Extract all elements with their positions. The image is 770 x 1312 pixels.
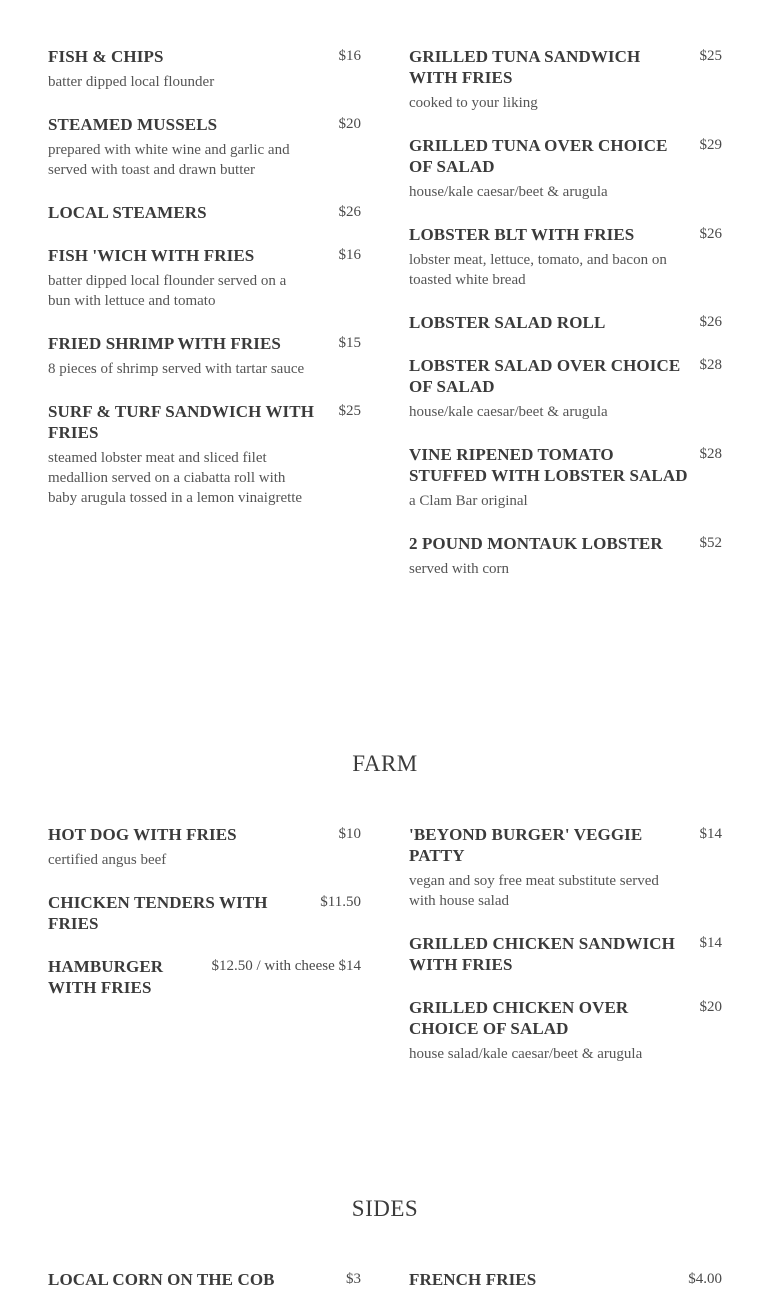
sea-left-column (48, 46, 361, 530)
menu-item (48, 892, 361, 934)
menu-item-header (409, 933, 722, 975)
menu-item-price: $25 (699, 48, 722, 64)
menu-item-header (409, 533, 722, 554)
menu-item-description: house salad/kale caesar/beet & arugula (409, 1046, 643, 1062)
menu-item-name: FISH 'WICH WITH FRIES (48, 246, 255, 265)
menu-item-description: served with corn (409, 561, 509, 577)
menu-item-price: $20 (338, 116, 361, 132)
menu-item-name: LOCAL CORN ON THE COB (48, 1270, 275, 1289)
menu-item-price: $11.50 (320, 894, 361, 910)
menu-item-price: $14 (699, 935, 722, 951)
farm-right-column (409, 824, 722, 1086)
menu-item-price: $16 (338, 48, 361, 64)
menu-item-price: $28 (699, 357, 722, 373)
menu-item-name: 'BEYOND BURGER' VEGGIE PATTY (409, 825, 643, 865)
menu-item (48, 401, 361, 508)
menu-item-description: house/kale caesar/beet & arugula (409, 404, 608, 420)
menu-item-header (409, 355, 722, 397)
menu-item (409, 312, 722, 333)
farm-left-column (48, 824, 361, 1020)
menu-item-header (409, 46, 722, 88)
menu-item-name: GRILLED CHICKEN SANDWICH WITH FRIES (409, 934, 675, 974)
menu-item-header (48, 1269, 361, 1290)
menu-item (48, 333, 361, 379)
menu-item (48, 114, 361, 180)
sea-right-column (409, 46, 722, 601)
menu-item-name: GRILLED TUNA SANDWICH WITH FRIES (409, 47, 641, 87)
menu-item-price: $29 (699, 137, 722, 153)
menu-item-name: LOBSTER BLT WITH FRIES (409, 225, 635, 244)
menu-item (409, 355, 722, 422)
menu-item-name: LOBSTER SALAD ROLL (409, 313, 606, 332)
menu-item (48, 245, 361, 311)
menu-item-price: $14 (699, 826, 722, 842)
menu-item-header (48, 956, 361, 998)
menu-item-header (48, 824, 361, 845)
menu-item (409, 1269, 722, 1290)
sides-section-title: SIDES (351, 1196, 419, 1221)
menu-item-header (48, 46, 361, 67)
menu-item-name: HAMBURGER WITH FRIES (48, 957, 164, 997)
menu-item-header (48, 202, 361, 223)
menu-item-header (409, 824, 722, 866)
menu-item-price: $25 (338, 403, 361, 419)
menu-item-price: $12.50 / with cheese $14 (211, 958, 361, 974)
menu-item-header (48, 114, 361, 135)
menu-item-price: $10 (338, 826, 361, 842)
menu-item-description: a Clam Bar original (409, 493, 528, 509)
menu-item (409, 135, 722, 202)
menu-item-name: FISH & CHIPS (48, 47, 164, 66)
menu-item-description: batter dipped local flounder served on a bun with lettuce and tomato (48, 273, 287, 309)
menu-item-price: $26 (699, 226, 722, 242)
menu-item-header (409, 444, 722, 486)
menu-item-description: cooked to your liking (409, 95, 538, 111)
menu-item-price: $4.00 (688, 1271, 722, 1287)
menu-item (48, 202, 361, 223)
menu-item-header (409, 135, 722, 177)
menu-item-header (48, 401, 361, 443)
menu-item-description: vegan and soy free meat substitute served with house salad (409, 873, 659, 909)
menu-item-name: FRIED SHRIMP WITH FRIES (48, 334, 281, 353)
menu-item (409, 224, 722, 290)
menu-item-name: VINE RIPENED TOMATO STUFFED WITH LOBSTER SALAD (409, 445, 688, 485)
menu-item-description: prepared with white wine and garlic and served with toast and drawn butter (48, 142, 290, 178)
menu-item-price: $26 (699, 314, 722, 330)
menu-item-price: $20 (699, 999, 722, 1015)
sides-right-column (409, 1269, 722, 1312)
menu-item-description: house/kale caesar/beet & arugula (409, 184, 608, 200)
menu-item-name: LOBSTER SALAD OVER CHOICE OF SALAD (409, 356, 681, 396)
menu-item-price: $26 (338, 204, 361, 220)
menu-item-description: 8 pieces of shrimp served with tartar sauce (48, 361, 305, 377)
menu-item-price: $15 (338, 335, 361, 351)
menu-item-name: GRILLED TUNA OVER CHOICE OF SALAD (409, 136, 668, 176)
menu-item-name: STEAMED MUSSELS (48, 115, 218, 134)
menu-item (409, 533, 722, 579)
menu-item-name: GRILLED CHICKEN OVER CHOICE OF SALAD (409, 998, 629, 1038)
menu-item-description: certified angus beef (48, 852, 167, 868)
menu-item-header (48, 245, 361, 266)
menu-item-price: $16 (338, 247, 361, 263)
menu-item-name: 2 POUND MONTAUK LOBSTER (409, 534, 663, 553)
menu-item-header (409, 997, 722, 1039)
menu-item-name: HOT DOG WITH FRIES (48, 825, 237, 844)
menu-item-description: lobster meat, lettuce, tomato, and bacon on toasted white bread (409, 252, 667, 288)
farm-section-title: FARM (352, 751, 418, 776)
menu-item-header (48, 333, 361, 354)
menu-item (409, 933, 722, 975)
menu-item-price: $52 (699, 535, 722, 551)
menu-item-name: FRENCH FRIES (409, 1270, 537, 1289)
menu-item-header (409, 312, 722, 333)
menu-item-description: steamed lobster meat and sliced filet medallion served on a ciabatta roll with baby arugula tossed in a lemon vinaigrette (48, 450, 303, 506)
menu-item (48, 824, 361, 870)
menu-item (48, 956, 361, 998)
sides-left-column (48, 1269, 361, 1312)
menu-item-header (409, 224, 722, 245)
menu-item (409, 997, 722, 1064)
menu-item (409, 444, 722, 511)
menu-item-header (48, 892, 361, 934)
menu-item-price: $28 (699, 446, 722, 462)
menu-item (48, 46, 361, 92)
menu-item-description: batter dipped local flounder (48, 74, 215, 90)
menu-item (409, 824, 722, 911)
menu-item-price: $3 (346, 1271, 361, 1287)
menu-item (48, 1269, 361, 1290)
menu-item-name: SURF & TURF SANDWICH WITH FRIES (48, 402, 315, 442)
menu-item-name: CHICKEN TENDERS WITH FRIES (48, 893, 268, 933)
menu-item (409, 46, 722, 113)
menu-item-header (409, 1269, 722, 1290)
menu-item-name: LOCAL STEAMERS (48, 203, 207, 222)
